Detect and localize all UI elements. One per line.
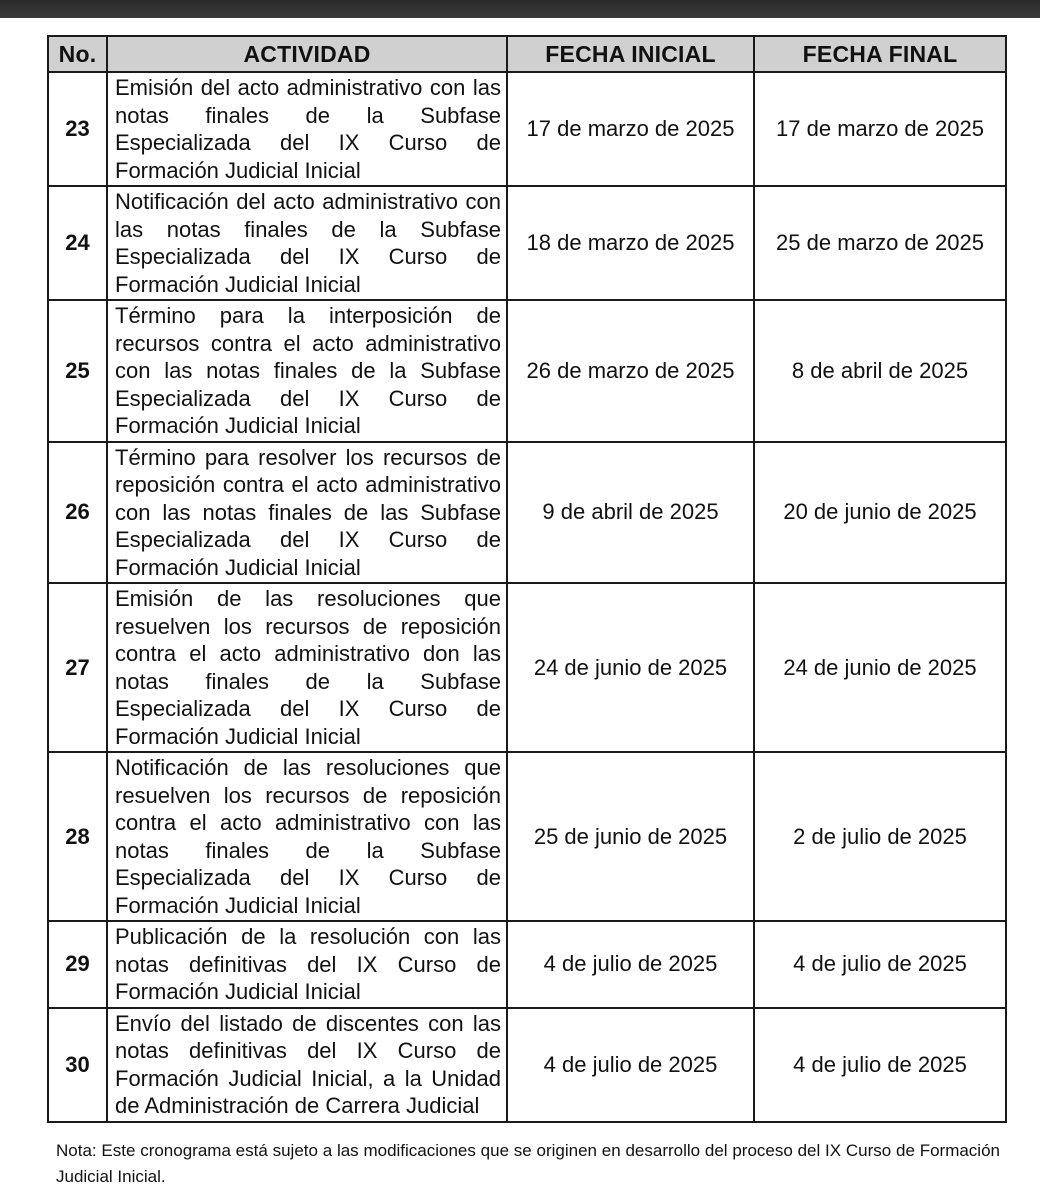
row-end-date: 4 de julio de 2025 (754, 1008, 1006, 1122)
row-start-date: 18 de marzo de 2025 (507, 186, 754, 300)
row-activity: Envío del listado de discentes con las notas definitivas del IX Curso de Formación Judicial Inicial, a la Unidad de Administración de Carrera Judicial (107, 1008, 507, 1122)
header-fecha-inicial: FECHA INICIAL (507, 36, 754, 72)
schedule-table (47, 35, 1007, 1123)
header-row (48, 36, 1006, 72)
row-start-date: 26 de marzo de 2025 (507, 300, 754, 442)
row-end-date: 4 de julio de 2025 (754, 921, 1006, 1008)
row-activity: Emisión de las resoluciones que resuelven los recursos de reposición contra el acto administrativo don las notas finales de la Subfase Especializada del IX Curso de Formación Judicial Inicial (107, 583, 507, 752)
row-activity: Notificación del acto administrativo con las notas finales de la Subfase Especializada del IX Curso de Formación Judicial Inicial (107, 186, 507, 300)
header-fecha-final: FECHA FINAL (754, 36, 1006, 72)
row-activity: Notificación de las resoluciones que resuelven los recursos de reposición contra el acto administrativo con las notas finales de la Subfase Especializada del IX Curso de Formación Judicial Inicial (107, 752, 507, 921)
row-activity: Término para resolver los recursos de reposición contra el acto administrativo con las notas finales de las Subfase Especializada del IX Curso de Formación Judicial Inicial (107, 442, 507, 584)
row-start-date: 4 de julio de 2025 (507, 1008, 754, 1122)
row-start-date: 4 de julio de 2025 (507, 921, 754, 1008)
row-end-date: 25 de marzo de 2025 (754, 186, 1006, 300)
table-row (48, 921, 1006, 1008)
row-end-date: 24 de junio de 2025 (754, 583, 1006, 752)
row-number: 23 (48, 72, 107, 186)
document-page (0, 18, 1040, 1200)
table-row (48, 300, 1006, 442)
table-row (48, 72, 1006, 186)
table-row (48, 583, 1006, 752)
row-activity: Término para la interposición de recursos contra el acto administrativo con las notas finales de la Subfase Especializada del IX Curso de Formación Judicial Inicial (107, 300, 507, 442)
row-number: 28 (48, 752, 107, 921)
row-number: 30 (48, 1008, 107, 1122)
header-no: No. (48, 36, 107, 72)
table-row (48, 186, 1006, 300)
row-number: 26 (48, 442, 107, 584)
header-actividad: ACTIVIDAD (107, 36, 507, 72)
row-end-date: 17 de marzo de 2025 (754, 72, 1006, 186)
row-start-date: 25 de junio de 2025 (507, 752, 754, 921)
window-top-bar (0, 0, 1040, 18)
row-number: 29 (48, 921, 107, 1008)
row-number: 27 (48, 583, 107, 752)
row-start-date: 17 de marzo de 2025 (507, 72, 754, 186)
row-start-date: 24 de junio de 2025 (507, 583, 754, 752)
row-end-date: 20 de junio de 2025 (754, 442, 1006, 584)
row-number: 24 (48, 186, 107, 300)
row-end-date: 8 de abril de 2025 (754, 300, 1006, 442)
footnote: Nota: Este cronograma está sujeto a las modificaciones que se originen en desarrollo del proceso del IX Curso de Formación Judicial Inicial. (56, 1141, 1000, 1186)
row-activity: Emisión del acto administrativo con las notas finales de la Subfase Especializada del IX Curso de Formación Judicial Inicial (107, 72, 507, 186)
table-row (48, 442, 1006, 584)
row-end-date: 2 de julio de 2025 (754, 752, 1006, 921)
table-row (48, 752, 1006, 921)
row-activity: Publicación de la resolución con las notas definitivas del IX Curso de Formación Judicial Inicial (107, 921, 507, 1008)
table-row (48, 1008, 1006, 1122)
row-number: 25 (48, 300, 107, 442)
row-start-date: 9 de abril de 2025 (507, 442, 754, 584)
